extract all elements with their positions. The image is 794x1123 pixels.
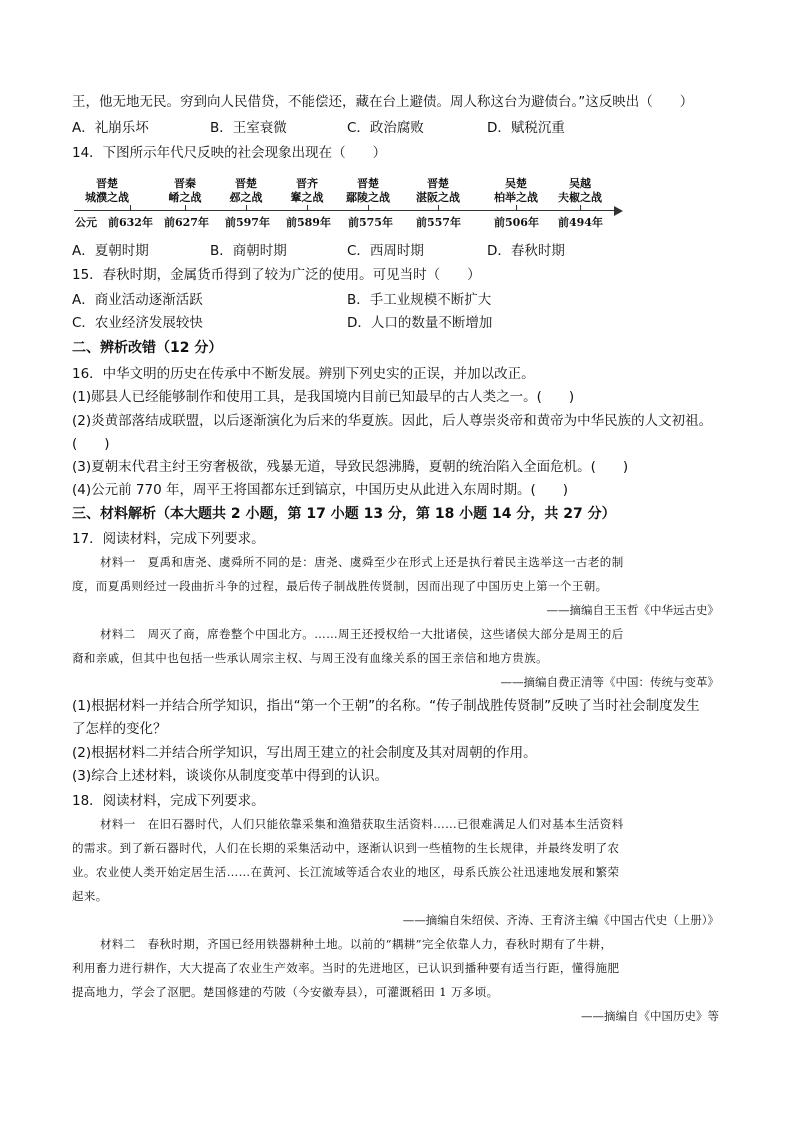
timeline-tick — [130, 205, 131, 211]
timeline-event-1-states: 晋楚 — [96, 177, 118, 190]
q17-ask-2: (2)根据材料二并结合所学知识，写出周王建立的社会制度及其对周朝的作用。 — [72, 745, 537, 761]
timeline-event-2-battle: 崤之战 — [168, 191, 202, 204]
q13-option-c: C．政治腐败 — [347, 120, 424, 136]
q18-material-2-line-3: 提高地力，学会了沤肥。楚国修建的芍陂（今安徽寿县），可灌溉稻田 1 万多顷。 — [72, 985, 499, 999]
q17-ask-1-cont: 了怎样的变化？ — [72, 721, 167, 737]
timeline-tick — [438, 205, 439, 211]
timeline-event-3-battle: 邲之战 — [229, 191, 263, 204]
timeline-event-6-battle: 湛阪之战 — [416, 191, 460, 204]
timeline-event-8-battle: 夫椒之战 — [558, 191, 602, 204]
q18-material-2-line-1: 材料二 春秋时期，齐国已经用铁器耕种土地。以前的“耦耕”完全依靠人力，春秋时期有了牛耕， — [100, 937, 613, 951]
q14-option-c: C．西周时期 — [347, 243, 424, 259]
timeline-year-7: 前506年 — [494, 216, 539, 229]
q16-question: 16．中华文明的历史在传承中不断发展。辨别下列史实的正误，并加以改正。 — [72, 366, 535, 382]
q13-option-d: D．赋税沉重 — [487, 120, 565, 136]
timeline-tick — [516, 205, 517, 211]
q16-item-4: (4)公元前 770 年，周平王将国都东迁到镐京，中国历史从此进入东周时期。( ) — [72, 482, 569, 498]
q18-material-1-source: ——摘编自朱绍侯、齐涛、王育济主编《中国古代史（上册）》 — [402, 913, 719, 927]
q17-material-1-line-1: 材料一 夏禹和唐尧、虞舜所不同的是：唐尧、虞舜至少在形式上还是执行着民主选举这一古老的制 — [100, 555, 624, 569]
timeline-event-5-states: 晋楚 — [357, 177, 379, 190]
q17-material-2-line-1: 材料二 周灭了商，席卷整个中国北方。……周王还授权给一大批诸侯，这些诸侯大部分是周王的后 — [100, 627, 624, 641]
timeline-event-6-states: 晋楚 — [427, 177, 449, 190]
timeline-tick — [307, 205, 308, 211]
q18-stem: 18．阅读材料，完成下列要求。 — [72, 793, 265, 809]
timeline-year-5: 前575年 — [348, 216, 393, 229]
timeline-year-2: 前627年 — [164, 216, 209, 229]
timeline-event-7-battle: 柏举之战 — [494, 191, 538, 204]
q15-option-d: D．人口的数量不断增加 — [347, 315, 493, 331]
q13-option-a: A．礼崩乐坏 — [72, 120, 149, 136]
timeline-event-7-states: 吴楚 — [505, 177, 527, 190]
q16-item-2: (2)炎黄部落结成联盟，以后逐渐演化为后来的华夏族。因此，后人尊崇炎帝和黄帝为中华民族的人文初祖。 — [72, 413, 713, 429]
timeline-event-4-states: 晋齐 — [296, 177, 318, 190]
q17-ask-3: (3)综合上述材料，谈谈你从制度变革中得到的认识。 — [72, 768, 389, 784]
section-3-title: 三、材料解析（本大题共 2 小题，第 17 小题 13 分，第 18 小题 14 分，共 27 分） — [72, 506, 616, 522]
q16-item-3: (3)夏朝末代君主纣王穷奢极欲，残暴无道，导致民怨沸腾，夏朝的统治陷入全面危机。( ) — [72, 459, 629, 475]
q17-stem: 17．阅读材料，完成下列要求。 — [72, 531, 265, 547]
timeline-year-8: 前494年 — [558, 216, 603, 229]
timeline-prefix: 公元 — [75, 216, 97, 229]
q14-question: 14．下图所示年代尺反映的社会现象出现在（ ） — [72, 145, 387, 161]
q15-option-a: A．商业活动逐渐活跃 — [72, 292, 203, 308]
q18-material-1-line-2: 的需求。到了新石器时代，人们在长期的采集活动中，逐渐认识到一些植物的生长规律，并最终发明了农 — [72, 841, 620, 855]
q18-material-2-line-2: 利用畜力进行耕作，大大提高了农业生产效率。当时的先进地区，已认识到播种要有适当行距，懂得施肥 — [72, 961, 620, 975]
timeline-tick — [368, 205, 369, 211]
timeline-arrow-icon — [614, 206, 623, 216]
timeline-tick — [580, 205, 581, 211]
q18-material-1-line-3: 业。农业使人类开始定居生活……在黄河、长江流域等适合农业的地区，母系氏族公社迅速地发展和繁荣 — [72, 865, 620, 879]
timeline-axis — [74, 210, 618, 211]
timeline-event-4-battle: 鞌之战 — [290, 191, 324, 204]
timeline-event-1-battle: 城濮之战 — [85, 191, 129, 204]
timeline-year-1: 前632年 — [108, 216, 153, 229]
q16-item-2-bracket: ( ) — [72, 436, 110, 452]
timeline-event-3-states: 晋楚 — [235, 177, 257, 190]
q17-material-2-line-2: 裔和亲戚，但其中也包括一些承认周宗主权、与周王没有血缘关系的国王亲信和地方贵族。 — [72, 651, 548, 665]
timeline-event-5-battle: 鄢陵之战 — [346, 191, 390, 204]
q17-ask-1: (1)根据材料一并结合所学知识，指出“第一个王朝”的名称。“传子制战胜传贤制”反映了当时社会制度发生 — [72, 698, 700, 714]
q14-option-a: A．夏朝时期 — [72, 243, 149, 259]
q17-material-1-line-2: 度，而夏禹则经过一段曲折斗争的过程，最后传子制战胜传贤制，因而出现了中国历史上第一个王朝。 — [72, 579, 608, 593]
timeline-tick — [185, 205, 186, 211]
q13-stem-continued: 王，他无地无民。穷到向人民借贷，不能偿还，藏在台上避债。周人称这台为避债台。”这反映出（ ） — [72, 94, 694, 110]
q16-item-1: (1)郧县人已经能够制作和使用工具，是我国境内目前已知最早的古人类之一。( ) — [72, 389, 575, 405]
q15-option-c: C．农业经济发展较快 — [72, 315, 203, 331]
section-2-title: 二、辨析改错（12 分） — [72, 340, 223, 356]
timeline-event-8-states: 吴越 — [569, 177, 591, 190]
timeline-event-2-states: 晋秦 — [174, 177, 196, 190]
q14-option-b: B．商朝时期 — [210, 243, 287, 259]
timeline-year-4: 前589年 — [286, 216, 331, 229]
q15-option-b: B．手工业规模不断扩大 — [347, 292, 492, 308]
timeline-year-3: 前597年 — [225, 216, 270, 229]
q18-material-1-line-1: 材料一 在旧石器时代，人们只能依靠采集和渔猎获取生活资料……已很难满足人们对基本生活资料 — [100, 817, 624, 831]
q14-option-d: D．春秋时期 — [487, 243, 565, 259]
q15-question: 15．春秋时期，金属货币得到了较为广泛的使用。可见当时（ ） — [72, 267, 481, 283]
timeline-tick — [246, 205, 247, 211]
q13-option-b: B．王室衰微 — [210, 120, 287, 136]
q17-material-1-source: ——摘编自王玉哲《中华远古史》 — [546, 603, 719, 617]
q18-material-2-source: ——摘编自《中国历史》等 — [581, 1009, 719, 1023]
q17-material-2-source: ——摘编自费正清等《中国：传统与变革》 — [500, 675, 719, 689]
q18-material-1-line-4: 起来。 — [72, 889, 108, 903]
timeline-year-6: 前557年 — [416, 216, 461, 229]
